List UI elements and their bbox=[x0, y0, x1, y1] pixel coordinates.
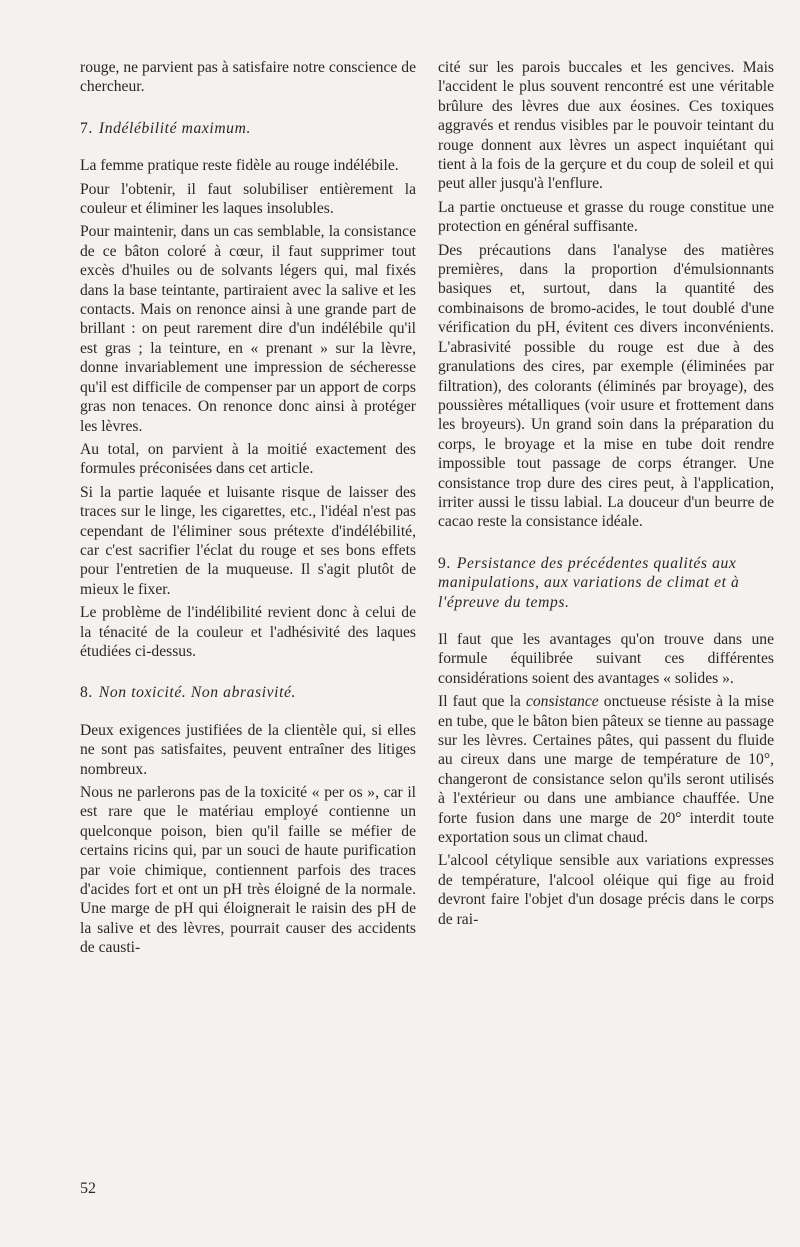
paragraph: Pour l'obtenir, il faut solubiliser entièrement la couleur et éliminer les laques insolubles. bbox=[80, 180, 416, 218]
paragraph bbox=[438, 692, 774, 847]
paragraph: Si la partie laquée et luisante risque de laisser des traces sur le linge, les cigarettes, etc., l'idéal n'est pas cependant de l'éliminer sous prétexte d'indélébilité, car c'est sacrifier l'éclat du rouge et ses bons effets pour l'entretien de la muqueuse. Il s'agit plutôt de mieux le fixer. bbox=[80, 483, 416, 598]
paragraph: Au total, on parvient à la moitié exactement des formules préconisées dans cet article. bbox=[80, 440, 416, 478]
paragraph: Des précautions dans l'analyse des matières premières, dans la proportion d'émulsionnants basiques et, surtout, dans la quantité des combinaisons de bromo-acides, le tout doublé d'une vérification du pH, évitent ces divers inconvénients. L'abrasivité possible du rouge est due à des granulations des cires, par exemple (éliminées par filtration), des colorants (éliminés par broyage), des poussières métalliques (voir usure et frottement dans les broyeurs). Un grand soin dans la préparation du corps, le broyage et la mise en tube doit rendre impossible tout passage de corps étranger. Une consistance trop dure des cires peut, à l'application, irriter aussi le tissu labial. La douceur d'un beurre de cacao reste la consistance idéale. bbox=[438, 241, 774, 531]
section-number: 8. bbox=[80, 684, 93, 702]
paragraph: Il faut que les avantages qu'on trouve dans une formule équilibrée suivant ces différentes considérations soient des avantages « solides ». bbox=[438, 630, 774, 687]
paragraph: La femme pratique reste fidèle au rouge indélébile. bbox=[80, 157, 399, 175]
section-7-heading bbox=[80, 119, 416, 138]
paragraph: Pour maintenir, dans un cas semblable, la consistance de ce bâton coloré à cœur, il faut supprimer tout excès d'huiles ou de solvants légers qui, mal fixés dans la base teintante, partiraient avec la salive et les contacts. Mais on renonce ainsi à une grande part de brillant : on peut rarement dire d'un indélébile qu'il est gras ; la teinture, en « prenant » sur la lèvre, donne invariablement une impression de sécheresse qu'il est difficile de compenser par un apport de corps gras non tenaces. On renonce donc ainsi à protéger les lèvres. bbox=[80, 223, 416, 435]
text-run: onctueuse résiste à la mise en tube, que le bâton bien pâteux se tienne au passage sur les lèvres. Certaines pâtes, qui passent du fluide au cireux dans une marge de température de 10°, changeront de consistance selon qu'ils seront utilisés à l'extérieur ou dans une ambiance chauffée. Une forte fusion dans une marge de 20° interdit toute exportation sous un climat chaud. bbox=[438, 693, 775, 847]
paragraph: Le problème de l'indélibilité revient donc à celui de la ténacité de la couleur et l'adhésivité des laques étudiées ci-dessus. bbox=[80, 604, 416, 660]
left-column bbox=[80, 58, 416, 962]
section-number: 7. bbox=[80, 119, 93, 137]
paragraph: cité sur les parois buccales et les gencives. Mais l'accident le plus souvent rencontré est une véritable brûlure des lèvres due aux éosines. Ces toxiques aggravés et rendus visibles par le pouvoir teintant du rouge donnent aux lèvres un aspect inquiétant qui tient à la fois de la gerçure et du coup de soleil et qui peut aller jusqu'à l'enflure. bbox=[438, 59, 774, 193]
section-title: Non toxicité. Non abrasivité. bbox=[98, 684, 297, 702]
paragraph: Deux exigences justifiées de la clientèle qui, si elles ne sont pas satisfaites, peuvent entraîner des litiges nombreux. bbox=[80, 721, 416, 778]
section-9-heading bbox=[438, 554, 774, 612]
section-8-heading bbox=[80, 683, 416, 702]
paragraph: La partie onctueuse et grasse du rouge constitue une protection en général suffisante. bbox=[438, 198, 774, 236]
section-title: Persistance des précédentes qualités aux manipulations, aux variations de climat et à l'épreuve du temps. bbox=[438, 554, 740, 611]
page-number: 52 bbox=[80, 1180, 96, 1197]
emphasis-text: consistance bbox=[525, 693, 599, 711]
intro-paragraph: rouge, ne parvient pas à satisfaire notre conscience de chercheur. bbox=[80, 59, 416, 96]
right-column bbox=[438, 58, 774, 933]
paragraph: Nous ne parlerons pas de la toxicité « per os », car il est rare que le matériau employé contienne un quelconque poison, bien qu'il faille se méfier de certains ricins qui, par un souci de haute purification par voie chimique, contiennent parfois des traces d'acides fort et ont un pH très éloigné de la normale. Une marge de pH qui éloignerait le raisin des pH de la salive et des lèvres, pourrait causer des accidents de causti- bbox=[80, 784, 416, 957]
text-run: Il faut que la bbox=[438, 693, 526, 711]
paragraph: L'alcool cétylique sensible aux variations expresses de température, l'alcool oléique qui fige au froid devront faire l'objet d'un dosage précis dans le corps de rai- bbox=[438, 852, 774, 928]
section-title: Indélébilité maximum. bbox=[98, 119, 251, 137]
section-number: 9. bbox=[438, 554, 451, 572]
